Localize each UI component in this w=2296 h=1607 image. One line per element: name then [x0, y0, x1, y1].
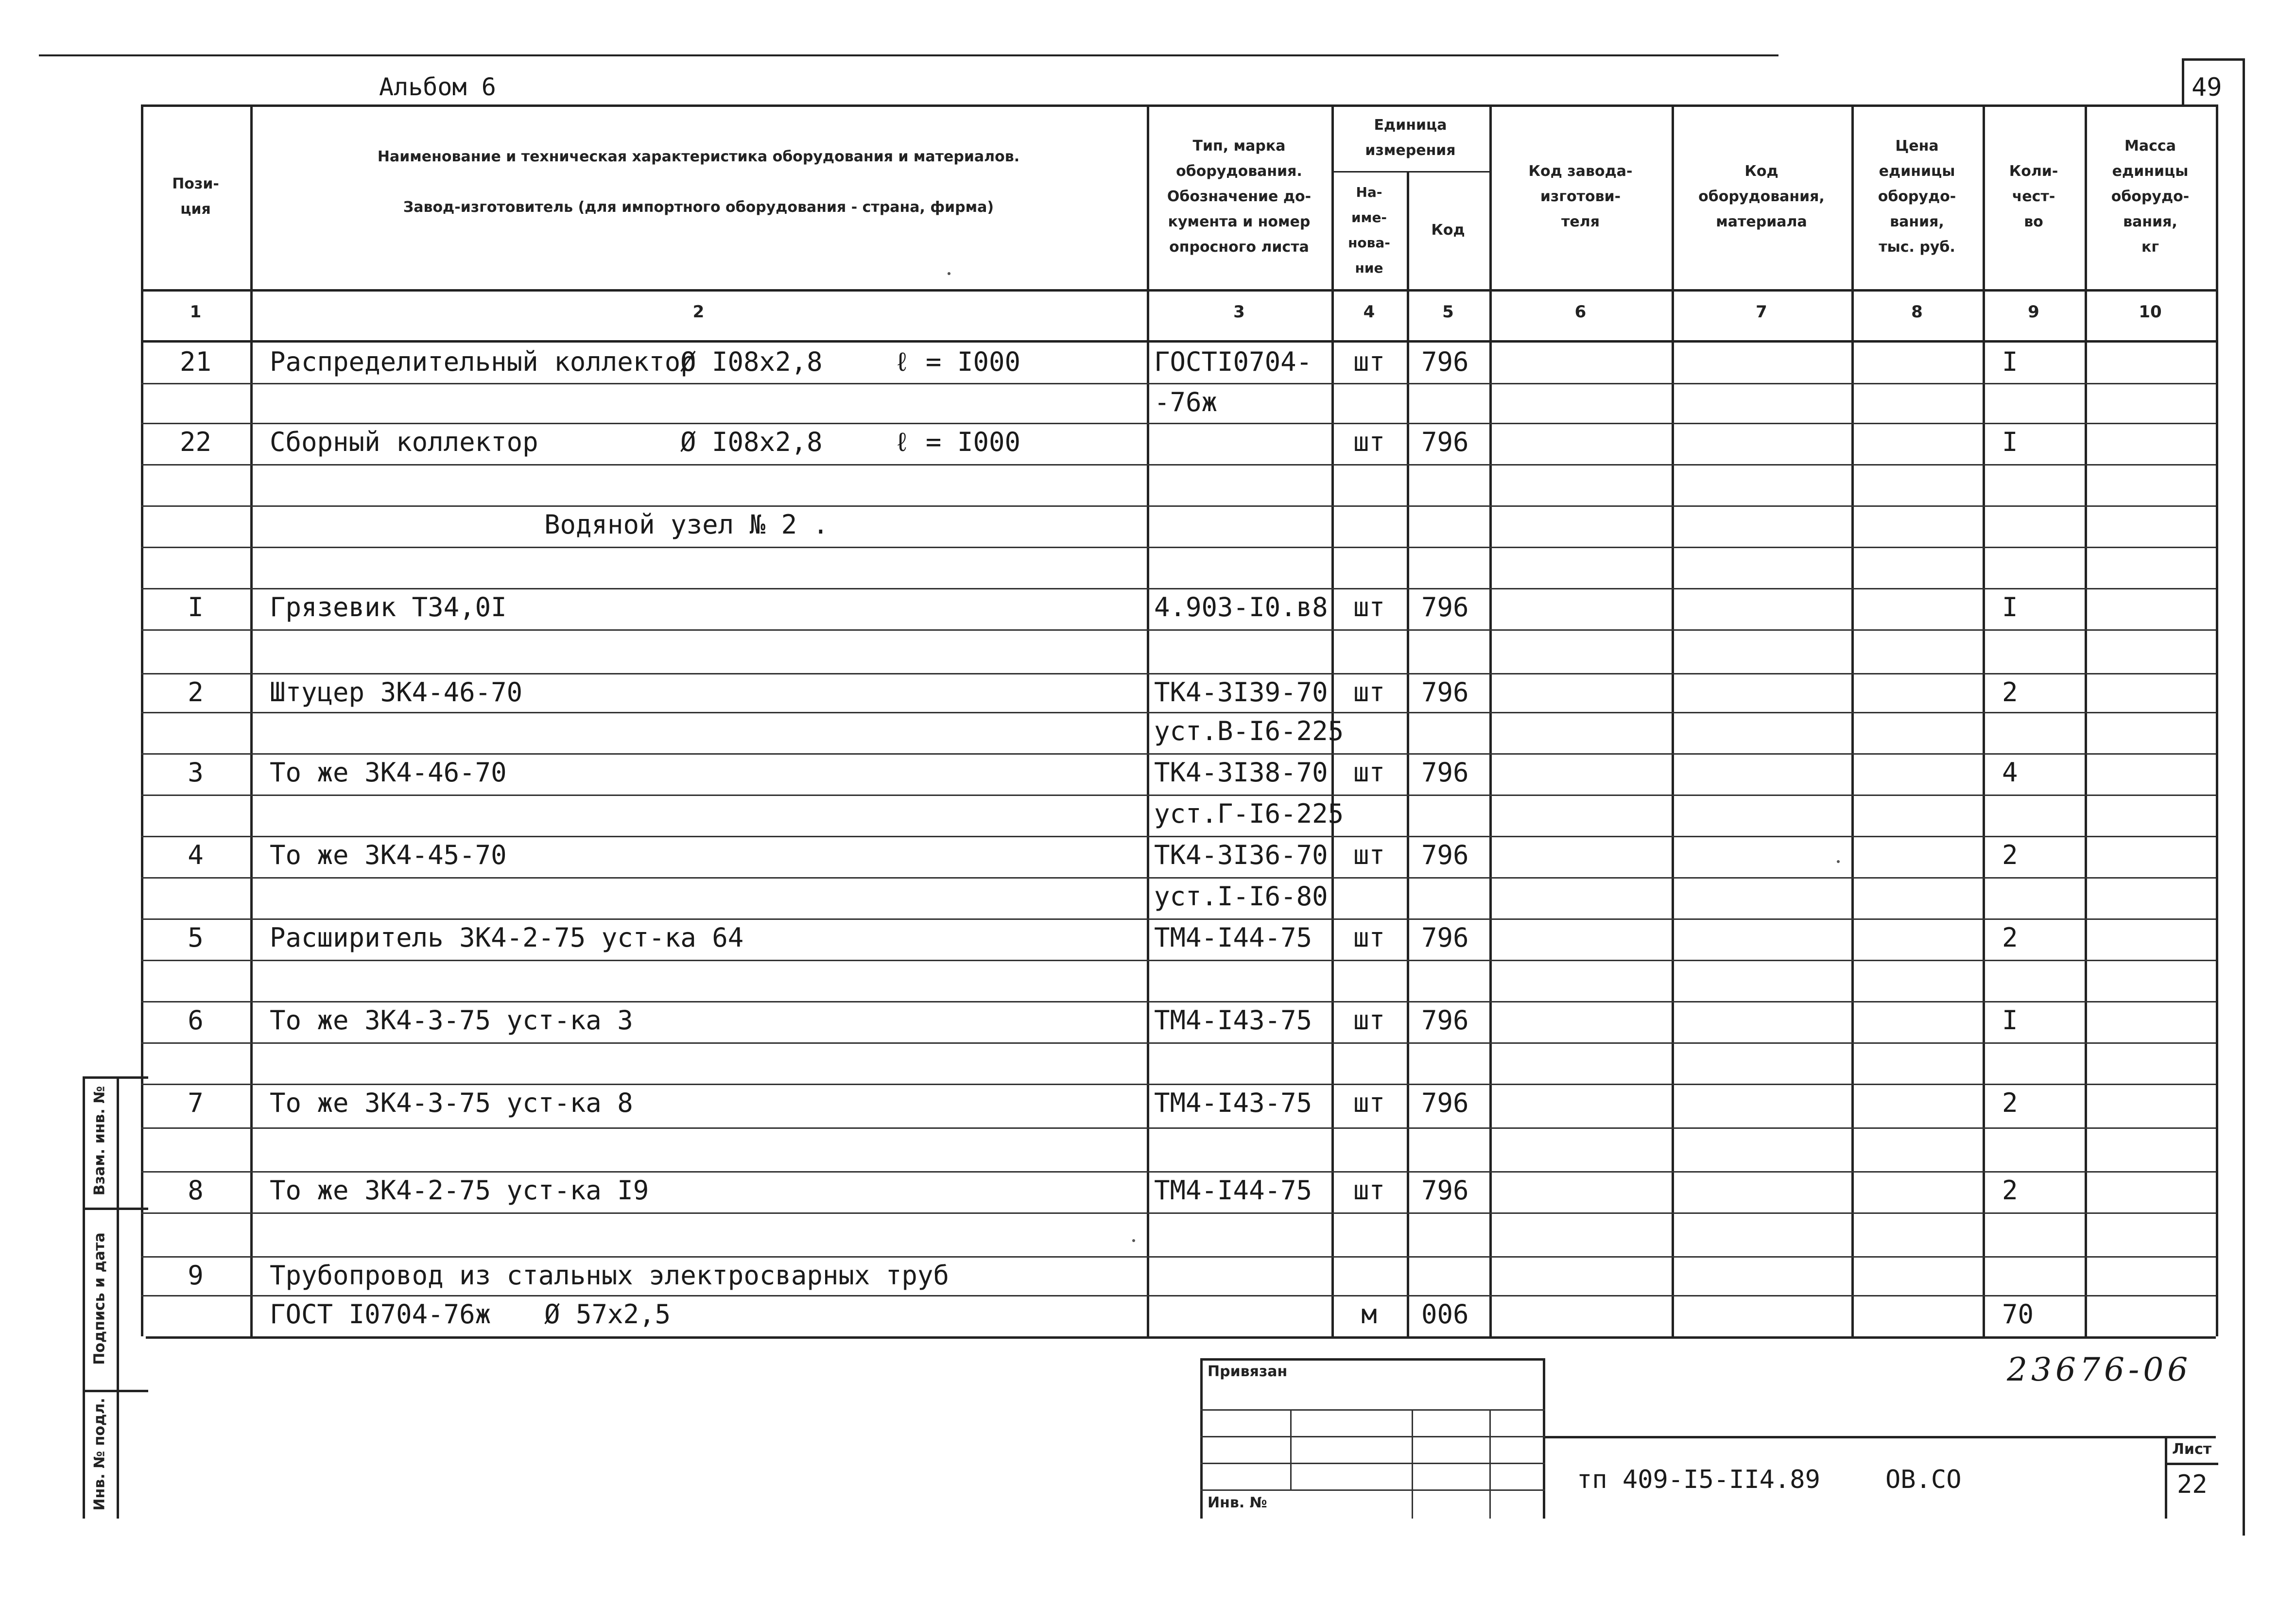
row-unit-name: шт	[1353, 1005, 1385, 1036]
header-unit-name: На- име- нова- ние	[1348, 184, 1390, 276]
row-type-mark: -76ж	[1154, 387, 1218, 417]
row-divider	[141, 1084, 2216, 1085]
row-unit-name: шт	[1353, 427, 1385, 457]
row-divider	[141, 383, 2216, 384]
album-title: Альбом 6	[379, 73, 496, 101]
column-divider	[2216, 104, 2218, 1336]
privyazan-grid-2	[1200, 1436, 1545, 1437]
row-unit-name: шт	[1353, 677, 1385, 708]
row-dimension: Ø I08x2,8	[680, 346, 823, 377]
row-name: То же ЗК4-3-75 уст-ка 3	[270, 1005, 633, 1036]
row-position: 22	[179, 427, 212, 457]
row-divider	[141, 960, 2216, 961]
row-type-mark: ТМ4-I43-75	[1154, 1088, 1312, 1118]
row-divider	[141, 423, 2216, 424]
privyazan-grid-1	[1200, 1409, 1545, 1411]
header-equipment-code: Код оборудования, материала	[1698, 163, 1825, 230]
scan-speck	[1837, 860, 1840, 863]
row-name: Распределительный коллектор	[270, 346, 696, 377]
row-name: Трубопровод из стальных электросварных труб	[270, 1260, 949, 1291]
row-dimension: Ø I08x2,8	[680, 427, 823, 457]
doc-mark: ОВ.СО	[1885, 1465, 1962, 1494]
row-type-mark: уст.В-I6-225	[1154, 716, 1344, 746]
row-divider	[141, 629, 2216, 631]
row-name: То же ЗК4-46-70	[270, 757, 507, 788]
sheet-number: 22	[2177, 1470, 2208, 1499]
row-type-mark: уст.I-I6-80	[1154, 881, 1328, 912]
column-divider	[141, 104, 143, 1336]
row-divider	[141, 1256, 2216, 1258]
header-unit-group: Единица измерения	[1365, 116, 1456, 159]
row-position: 9	[188, 1260, 204, 1291]
column-number: 8	[1911, 302, 1923, 322]
row-length: ℓ = I000	[894, 427, 1020, 457]
privyazan-grid-v3	[1489, 1409, 1491, 1519]
row-quantity: 4	[2002, 757, 2018, 788]
row-divider	[141, 712, 2216, 713]
row-quantity: 70	[2002, 1299, 2034, 1330]
sheet-label: Лист	[2172, 1441, 2212, 1458]
row-position: 7	[188, 1088, 204, 1118]
doc-code: тп 409-I5-II4.89	[1577, 1465, 1820, 1494]
header-factory-code: Код завода- изготови- теля	[1528, 163, 1633, 230]
privyazan-box-right	[1543, 1358, 1545, 1519]
section-title: Водяной узел № 2 .	[544, 509, 829, 540]
row-unit-name: шт	[1353, 1175, 1385, 1206]
row-type-mark: ТК4-3I38-70	[1154, 757, 1328, 788]
header-unit-code: Код	[1431, 221, 1465, 239]
row-divider	[141, 836, 2216, 837]
row-name: То же ЗК4-3-75 уст-ка 8	[270, 1088, 633, 1118]
row-divider	[141, 753, 2216, 755]
column-number: 10	[2139, 302, 2162, 322]
row-quantity: 2	[2002, 1175, 2018, 1206]
row-divider	[141, 795, 2216, 796]
row-unit-name: шт	[1353, 922, 1385, 953]
side-stamp-mid	[117, 1076, 119, 1519]
row-quantity: 2	[2002, 1088, 2018, 1118]
header-type: Тип, марка оборудования. Обозначение до- кумента и номер опросного листа	[1167, 138, 1312, 256]
row-unit-code: 796	[1421, 592, 1469, 622]
row-name: То же ЗК4-45-70	[270, 840, 507, 870]
privyazan-label: Привязан	[1208, 1363, 1288, 1380]
row-unit-code: 796	[1421, 922, 1469, 953]
table-bottom-border	[146, 1336, 2216, 1339]
column-divider	[2085, 104, 2087, 1336]
row-unit-code: 796	[1421, 1175, 1469, 1206]
row-position: 3	[188, 757, 204, 788]
row-type-mark: уст.Г-I6-225	[1154, 798, 1344, 829]
row-unit-code: 796	[1421, 1088, 1469, 1118]
column-number: 9	[2028, 302, 2039, 322]
row-type-mark: ТМ4-I44-75	[1154, 1175, 1312, 1206]
row-quantity: I	[2002, 346, 2018, 377]
privyazan-grid-4	[1200, 1489, 1545, 1491]
row-name: Расширитель ЗК4-2-75 уст-ка 64	[270, 922, 744, 953]
header-name: Наименование и техническая характеристика оборудования и материалов. Завод-изготовитель (для импортного оборудования - страна, фирма)	[377, 148, 1020, 216]
header-bottom-border	[141, 289, 2216, 292]
row-position: I	[188, 592, 204, 622]
row-quantity: I	[2002, 1005, 2018, 1036]
header-mass: Масса единицы оборудо- вания, кг	[2111, 138, 2190, 256]
row-divider	[141, 588, 2216, 589]
row-unit-name: шт	[1353, 592, 1385, 622]
row-type-mark: ТК4-3I39-70	[1154, 677, 1328, 708]
top-rule	[39, 54, 1778, 56]
row-divider	[141, 1171, 2216, 1173]
page-number-box-top	[2182, 58, 2245, 61]
row-unit-name: шт	[1353, 1088, 1385, 1118]
column-number: 5	[1442, 302, 1454, 322]
unit-group-divider	[1331, 171, 1489, 173]
column-number: 6	[1574, 302, 1587, 322]
row-dimension: Ø 57x2,5	[544, 1299, 671, 1330]
inv-no-label: Инв. №	[1208, 1494, 1267, 1511]
row-quantity: I	[2002, 592, 2018, 622]
row-unit-name: шт	[1353, 840, 1385, 870]
row-position: 6	[188, 1005, 204, 1036]
row-name: Грязевик Т34,0I	[270, 592, 507, 622]
column-divider	[1147, 104, 1149, 1336]
row-name: То же ЗК4-2-75 уст-ка I9	[270, 1175, 649, 1206]
scan-speck	[948, 272, 950, 275]
row-type-mark: ТК4-3I36-70	[1154, 840, 1328, 870]
row-divider	[141, 673, 2216, 674]
row-quantity: 2	[2002, 922, 2018, 953]
row-divider	[141, 1042, 2216, 1044]
row-divider	[141, 547, 2216, 548]
privyazan-grid-v1	[1290, 1409, 1292, 1489]
page-number-box-right	[2243, 58, 2245, 1536]
row-unit-code: 796	[1421, 677, 1469, 708]
row-quantity: 2	[2002, 677, 2018, 708]
column-number: 2	[692, 302, 705, 322]
header-quantity: Коли- чест- во	[2009, 163, 2058, 230]
scan-speck	[1132, 1239, 1135, 1242]
row-position: 5	[188, 922, 204, 953]
row-unit-name: м	[1361, 1299, 1377, 1330]
inv-podl-label: Инв. № подл.	[91, 1398, 108, 1511]
vzam-inv-label: Взам. инв. №	[91, 1086, 108, 1196]
column-number: 1	[190, 302, 202, 322]
row-divider	[141, 505, 2216, 507]
row-type-mark: ТМ4-I43-75	[1154, 1005, 1312, 1036]
handwritten-number: 23676-06	[2007, 1351, 2192, 1388]
row-position: 21	[179, 346, 212, 377]
row-position: 4	[188, 840, 204, 870]
podpis-data-label: Подпись и дата	[91, 1232, 108, 1365]
doc-row-top	[1545, 1436, 2216, 1438]
row-unit-code: 006	[1421, 1299, 1469, 1330]
row-divider	[141, 1001, 2216, 1002]
row-divider	[141, 1295, 2216, 1296]
row-type-mark: ТМ4-I44-75	[1154, 922, 1312, 953]
row-unit-name: шт	[1353, 757, 1385, 788]
column-divider	[1672, 104, 1674, 1336]
table-top-border	[141, 104, 2216, 107]
column-divider	[1983, 104, 1985, 1336]
row-length: ℓ = I000	[894, 346, 1020, 377]
sheet-box-mid	[2165, 1463, 2218, 1465]
column-number: 4	[1363, 302, 1375, 322]
privyazan-grid-3	[1200, 1463, 1545, 1464]
row-divider	[141, 464, 2216, 466]
row-quantity: I	[2002, 427, 2018, 457]
column-number: 3	[1233, 302, 1245, 322]
row-name: ГОСТ I0704-76ж	[270, 1299, 491, 1330]
row-unit-code: 796	[1421, 427, 1469, 457]
row-divider	[141, 1212, 2216, 1214]
row-unit-name: шт	[1353, 346, 1385, 377]
privyazan-box-top	[1200, 1358, 1545, 1361]
header-position: Пози- ция	[172, 175, 219, 218]
row-quantity: 2	[2002, 840, 2018, 870]
side-stamp-left	[83, 1076, 85, 1519]
sheet-box-left	[2165, 1436, 2167, 1519]
row-divider	[141, 918, 2216, 920]
row-name: Сборный коллектор	[270, 427, 538, 457]
row-divider	[141, 1127, 2216, 1129]
column-divider	[1489, 104, 1492, 1336]
row-type-mark: ГОСТI0704-	[1154, 346, 1312, 377]
row-unit-code: 796	[1421, 346, 1469, 377]
row-name: Штуцер ЗК4-46-70	[270, 677, 523, 708]
row-unit-code: 796	[1421, 1005, 1469, 1036]
column-divider	[250, 104, 253, 1336]
page-number: 49	[2192, 73, 2222, 102]
row-type-mark: 4.903-I0.в8	[1154, 592, 1328, 622]
row-unit-code: 796	[1421, 840, 1469, 870]
number-row-bottom-border	[141, 340, 2216, 343]
page-number-box-left	[2182, 58, 2184, 107]
row-unit-code: 796	[1421, 757, 1469, 788]
row-position: 2	[188, 677, 204, 708]
column-number: 7	[1756, 302, 1767, 322]
column-divider	[1851, 104, 1854, 1336]
privyazan-grid-v2	[1412, 1409, 1413, 1519]
privyazan-box-left	[1200, 1358, 1203, 1519]
row-position: 8	[188, 1175, 204, 1206]
row-divider	[141, 877, 2216, 879]
header-price: Цена единицы оборудо- вания, тыс. руб.	[1878, 138, 1956, 256]
